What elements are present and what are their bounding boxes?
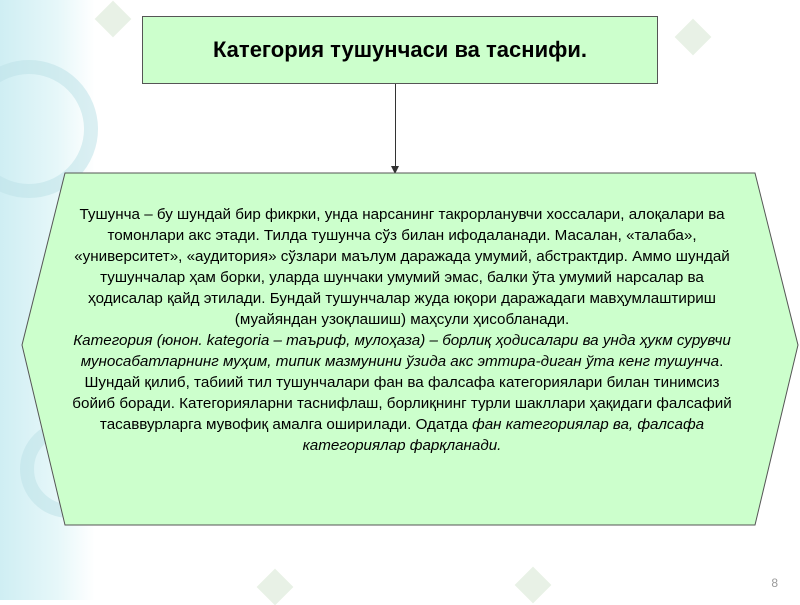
content-text	[72, 204, 732, 456]
category-definition-italic: Категория (юнон. kategoria – таъриф, мулоҳаза) – борлиқ ҳодисалари ва унда ҳукм сурувчи муносабатларнинг муҳим, типик мазмунини ўзида акс эттира-диган ўта кенг тушунча	[73, 332, 731, 370]
slide-title: Категория тушунчаси ва таснифи.	[212, 37, 587, 62]
category-types-italic: фан категориялар ва, фалсафа категориялар фарқланади.	[302, 416, 705, 454]
page-number: 8	[771, 576, 778, 590]
category-description: . Шундай қилиб, табиий тил тушунчалари фан ва фалсафа категориялари билан тинимсиз бойиб боради. Категорияларни таснифлаш, борлиқнинг турли шакллари ҳақидаги фалсафий тасаввурларга мувофиқ амалга оширилади. Одатда	[72, 353, 732, 433]
paragraph-definition: Тушунча – бу шундай бир фикрки, унда нарсанинг такрорланувчи хоссалари, алоқалари ва томонлари акс этади. Тилда тушунча сўз билан ифодаланади. Масалан, «талаба», «университет», «аудитория» сўзлари маълум даражада умумий, абстрактдир. Аммо шундай тушунчалар ҳам борки, уларда шунчаки умумий эмас, балки ўта умумий нарсалар ва ҳодисалар қайд этилади. Бундай тушунчалар жуда юқори даражадаги мавҳумлаштириш (муайяндан узоқлашиш) маҳсули ҳисобланади.	[74, 206, 730, 328]
paragraph-category	[72, 330, 732, 456]
